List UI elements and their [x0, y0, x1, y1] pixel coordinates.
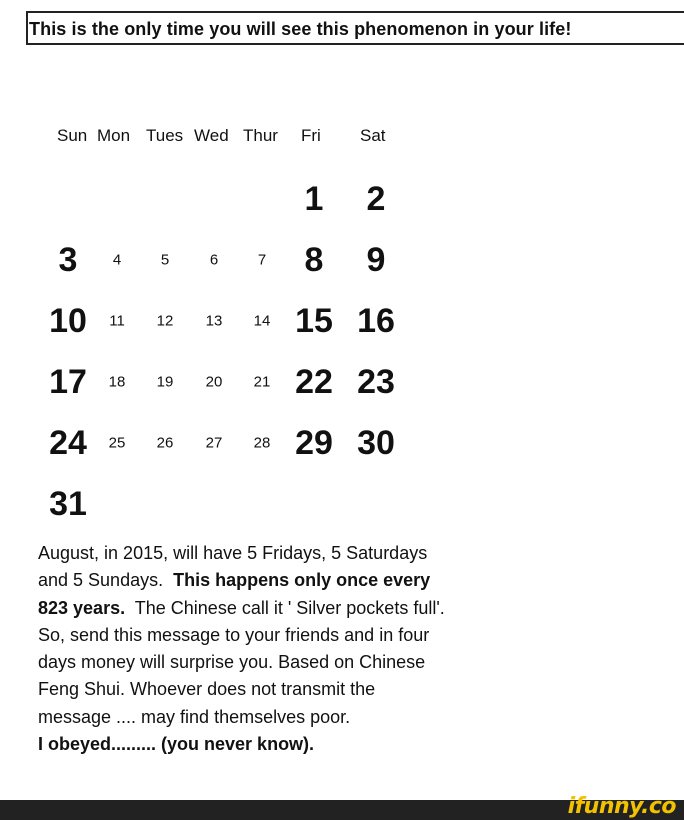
calendar-day: 11 [109, 312, 125, 330]
bold-text: I obeyed......... (you never know). [38, 734, 315, 755]
calendar-day: 17 [49, 363, 87, 401]
calendar-day: 9 [366, 241, 386, 279]
calendar-day: 3 [58, 241, 78, 279]
calendar-day: 6 [209, 251, 219, 269]
calendar-day: 19 [156, 373, 174, 391]
weekday-wed: Wed [194, 126, 229, 145]
text-line: Feng Shui. Whoever does not transmit the [38, 679, 376, 700]
ifunny-logo: ifunny.co [567, 794, 676, 819]
weekday-mon: Mon [97, 126, 131, 145]
calendar-day: 27 [205, 434, 223, 452]
calendar-day: 10 [49, 302, 87, 340]
text-line: days money will surprise you. Based on Chinese [38, 652, 426, 673]
calendar-day: 4 [112, 251, 122, 269]
text-line: August, in 2015, will have 5 Fridays, 5 Saturdays [38, 543, 428, 563]
calendar-day: 22 [295, 363, 333, 401]
calendar-day: 15 [295, 302, 333, 340]
text-line: and 5 Sundays. [38, 570, 174, 591]
weekday-sat: Sat [360, 126, 386, 145]
text-line: message .... may find themselves poor. [38, 706, 351, 727]
calendar-day: 25 [108, 434, 126, 452]
page-title: This is the only time you will see this phenomenon in your life! [29, 19, 572, 39]
bold-text: 823 years. [38, 597, 126, 618]
calendar-day: 26 [156, 434, 174, 452]
message-paragraph [38, 540, 538, 758]
weekday-tues: Tues [146, 126, 184, 145]
calendar-day: 2 [366, 180, 386, 218]
calendar-day: 1 [304, 180, 324, 218]
calendar-day: 5 [160, 251, 170, 269]
weekday-fri: Fri [301, 126, 321, 145]
calendar-day: 16 [357, 302, 395, 340]
calendar-day: 20 [205, 373, 223, 391]
calendar-day: 18 [108, 373, 126, 391]
text-line: The Chinese call it ' Silver pockets full'. [125, 597, 445, 618]
calendar-day: 23 [357, 363, 395, 401]
calendar-day: 7 [257, 251, 267, 269]
calendar-day: 21 [253, 373, 271, 391]
calendar-day: 31 [49, 485, 87, 523]
calendar-day: 29 [295, 424, 333, 462]
calendar-day: 24 [49, 424, 87, 462]
calendar-day: 30 [357, 424, 395, 462]
calendar-day: 14 [253, 312, 271, 330]
bold-text: This happens only once every [173, 570, 431, 591]
weekday-sun: Sun [57, 126, 88, 145]
calendar-day: 13 [205, 312, 223, 330]
text-line: So, send this message to your friends and in four [38, 624, 430, 645]
calendar-day: 28 [253, 434, 271, 452]
weekday-thur: Thur [243, 126, 278, 145]
calendar-day: 12 [156, 312, 174, 330]
calendar-day: 8 [304, 241, 324, 279]
